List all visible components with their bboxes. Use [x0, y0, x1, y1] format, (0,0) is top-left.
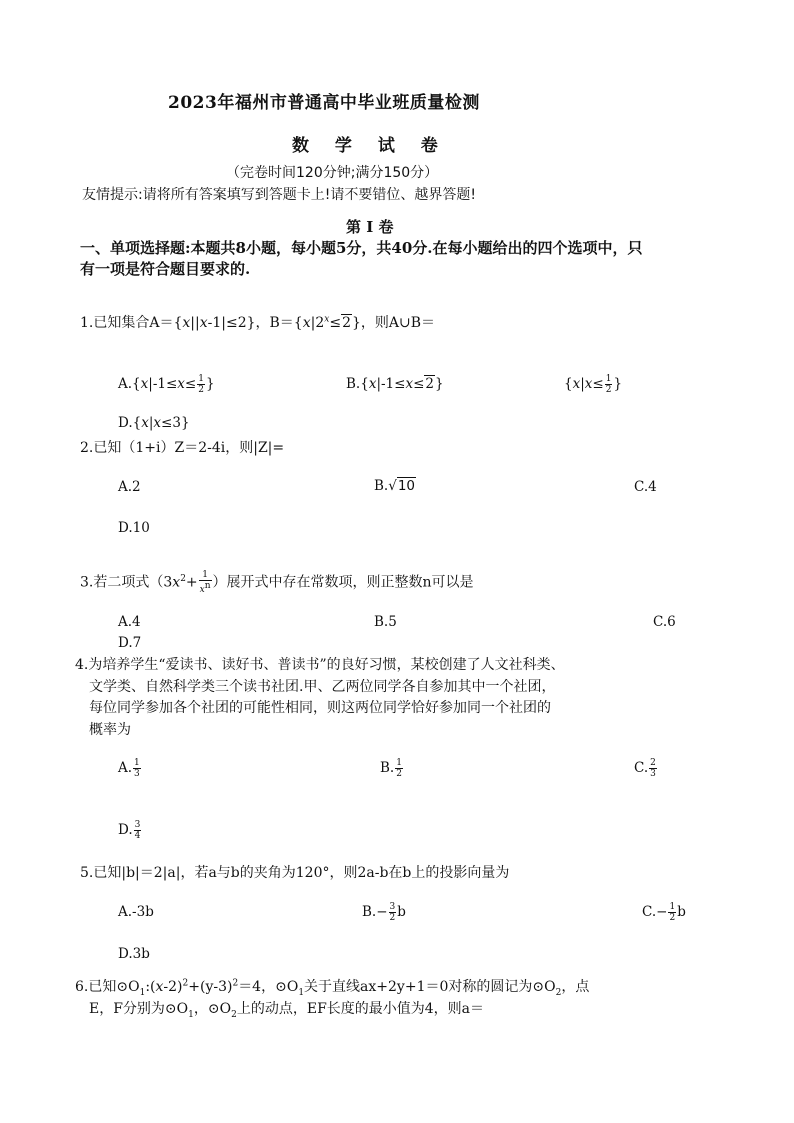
q2-option-a[interactable]: A.2: [118, 479, 141, 495]
q5-option-a[interactable]: A.-3b: [118, 904, 154, 920]
q1-option-d[interactable]: D.{x|x≤3}: [118, 415, 190, 431]
q5-option-b[interactable]: B.− $\frac{3}{2}$ b: [362, 902, 406, 923]
q6-stem-line2: E，F分别为$⊙O_1$，$⊙O_2$上的动点，EF长度的最小值为4，则a＝: [89, 1001, 485, 1020]
q4-option-c[interactable]: C. $\frac{2}{3}$: [634, 758, 656, 779]
q1-option-c[interactable]: {x|x≤ $\frac{1}{2}$ }: [564, 374, 623, 395]
tip-note: 友情提示:请将所有答案填写到答题卡上!请不要错位、越界答题!: [82, 187, 476, 203]
volume-label: 第 I 卷: [346, 218, 394, 236]
section-heading-line2: 有一项是符合题目要求的.: [80, 260, 251, 278]
exam-title: 2023年福州市普通高中毕业班质量检测: [168, 93, 480, 113]
q1-option-a[interactable]: A.{x|-1≤x≤ $\frac{1}{2}$ }: [118, 374, 215, 395]
q3-option-c[interactable]: C.6: [653, 614, 676, 630]
q4-option-b[interactable]: B. $\frac{1}{2}$: [380, 758, 402, 779]
q4-option-a[interactable]: A. $\frac{1}{3}$: [118, 758, 140, 779]
q2-option-c[interactable]: C.4: [634, 479, 657, 495]
q1-option-b[interactable]: B.{x|-1≤x≤2}: [346, 376, 444, 392]
q3-option-d[interactable]: D.7: [118, 635, 142, 651]
q3-option-b[interactable]: B.5: [374, 614, 397, 630]
q4-stem-line1: 4.为培养学生“爱读书、读好书、普读书”的良好习惯，某校创建了人文社科类、: [75, 657, 565, 673]
q4-stem-line3: 每位同学参加各个社团的可能性相同，则这两位同学恰好参加同一个社团的: [89, 700, 551, 716]
q3-stem: 3.若二项式（$3x^2+$ $\frac{1}{x^n}$ ）展开式中存在常数项，则正整数n可以是: [80, 570, 474, 595]
q5-stem: 5.已知|b|＝2|a|，若a与b的夹角为120°，则2a-b在b上的投影向量为: [80, 865, 510, 881]
q6-stem-line1: 6.已知$⊙O_1:(x-2)^2+(y-3)^2=4$，$⊙O_1$关于直线ax+2y+1＝0对称的圆记为$⊙O_2$，点: [75, 978, 590, 998]
q5-option-c[interactable]: C.− $\frac{1}{2}$ b: [642, 902, 686, 923]
q4-stem-line4: 概率为: [89, 722, 131, 738]
q3-option-a[interactable]: A.4: [118, 614, 141, 630]
q1-stem: 1.已知集合A＝{x||x-1|≤2}，$B=\{x|2^x\le 2\}$，则A∪B＝: [80, 314, 436, 331]
section-heading-line1: 一、单项选择题:本题共8小题，每小题5分，共40分.在每小题给出的四个选项中，只: [80, 239, 643, 257]
q5-option-d[interactable]: D.3b: [118, 946, 150, 962]
q4-stem-line2: 文学类、自然科学类三个读书社团.甲、乙两位同学各自参加其中一个社团，: [89, 679, 556, 695]
q2-option-d[interactable]: D.10: [118, 520, 150, 536]
time-note: （完卷时间120分钟;满分150分）: [226, 165, 439, 181]
q4-option-d[interactable]: D. $\frac{3}{4}$: [118, 820, 141, 841]
q2-option-b[interactable]: B.√10: [374, 478, 416, 494]
exam-subtitle: 数 学 试 卷: [292, 136, 448, 156]
q2-stem: 2.已知（1+i）Z＝2-4i，则|Z|=: [80, 440, 285, 456]
